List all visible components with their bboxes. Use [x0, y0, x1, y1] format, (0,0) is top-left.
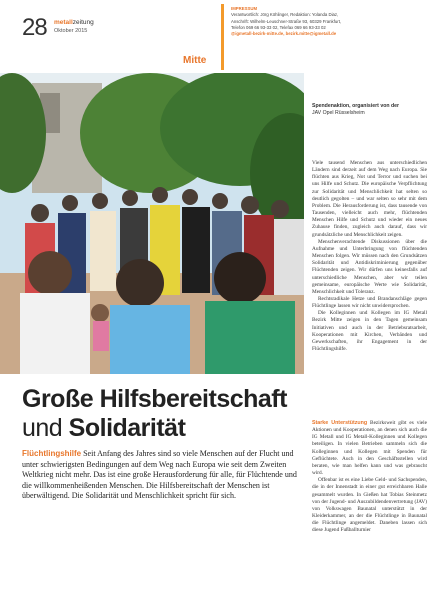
issue-date: Oktober 2015: [54, 28, 88, 34]
imprint: [231, 6, 431, 37]
intro-paragraph: [22, 449, 305, 502]
subheading: Starke Unterstützung: [312, 420, 368, 426]
section-divider: [221, 4, 224, 70]
page-number: 28: [22, 14, 47, 41]
imprint-email[interactable]: igmetall-bezirk-mitte.de, bezirk.mitte@igmetall.de: [235, 31, 337, 37]
photo-caption: [312, 103, 427, 117]
magazine-name-part1: metall: [54, 19, 73, 26]
headline-line2-plain: und: [22, 414, 69, 442]
crowd-photo: [0, 73, 304, 374]
imprint-line: Telefon 069 66 93-33 02, Telefax 069 66 93-33 02: [231, 24, 326, 30]
paragraph: Die Kolleginnen und Kollegen im IG Metall Bezirk Mitte zeigen in den Tagen gemeinsam Initiativen und auch in der Betriebsratsarbeit, Kooperationen mit Kirchen, Verbänden und Gewerkschaften, ihr Engagement in der Flüchtlingshilfe.: [312, 310, 427, 353]
paragraph: Offenbar ist es eine Liebe Geld- und Sachspenden, die in der Innenstadt in einer gut erreichbaren Halle gesammelt wurden. In Gießen hat Tobias Steinmetz von der Jugend- und Auszubildendenvertretung (JAV) von Volkswagen Baunatal unterstützt in der Kleiderkammer, an der die Flüchtlinge in Baunatal die Flüchtlinge angemeldet. Daneben lassen sich diese Jugend Fußballturnier: [312, 477, 427, 534]
headline-line1: Große Hilfsbereitschaft: [22, 385, 287, 413]
headline: [22, 385, 312, 443]
article-column-lower: [312, 420, 427, 535]
paragraph: Bezirksweit gibt es viele Aktionen und Kooperationen, an denen sich auch die IG Metall und IG Metall-Kolleginnen und Kollegen beteiligen. In vielen Betrieben sammeln sich die Kolleginnen und Kollegen mit Spenden für Geflüchtete. Auch in den Geschäftsstellen wird beraten, wie man helfen kann und was gebraucht wird.: [312, 420, 427, 477]
magazine-title: [54, 19, 94, 35]
magazine-name-part2: zeitung: [72, 19, 94, 26]
imprint-line: Verantwortlich: Jörg Köhlinger, Redaktion: Yolanda Diaz,: [231, 12, 339, 18]
imprint-line: Anschrift: Wilhelm-Leuschner-Straße 93, 60329 Frankfurt,: [231, 18, 342, 24]
intro-kicker: Flüchtlingshilfe: [22, 449, 82, 458]
headline-line2-bold: Solidarität: [68, 414, 186, 442]
caption-text: JAV Opel Rüsselsheim: [312, 110, 365, 116]
imprint-email-prefix: @: [231, 31, 236, 37]
paragraph: Rechtsradikale Hetze und Brandanschläge gegen Flüchtlinge lassen wir nicht unwidersprochen.: [312, 295, 427, 310]
imprint-title: IMPRESSUM: [231, 6, 258, 11]
paragraph: Menschenverachtende Diskussionen über die Aufnahme und Unterbringung von flüchtenden Menschen folgen. Wir müssen nach den Grundsätzen Solidarität und Antidiskriminierung gegenüber Flüchtenden zeigen. Wir dürfen uns keinesfalls auf unterschiedliche Menschen, aber wir teilen gemeinsame, europäische Werte wie Solidarität, Menschlichkeit und Toleranz.: [312, 238, 427, 295]
caption-bold: Spendenaktion, organisiert von der: [312, 103, 400, 109]
section-label: Mitte: [183, 55, 207, 66]
intro-text: Seit Anfang des Jahres sind so viele Menschen auf der Flucht und unter schwierigsten Bedingungen auf dem Weg nach Europa wie seit dem Zweiten Weltkrieg nicht mehr. Das ist eine große Herausforderung für alle, für Flüchtende und die willkommenheißenden Menschen. Die Hilfsbereitschaft der Menschen ist überwältigend. Die Solidarität und Menschlichkeit spricht für sich.: [22, 449, 297, 501]
paragraph: Viele tausend Menschen aus unterschiedlichen Ländern sind derzeit auf dem Weg nach Europa. Sie flüchten aus Krieg, Not und Terror und suchen bei uns Hilfe und Schutz. Die europäische Verpflichtung zur Solidarität und Menschlichkeit hat selten so deutlich gegolten – und war selten so sehr mit dem Problem. Die Herausforderung ist, dass tausende von Tausenden, vielleicht auch mehr, flüchtenden Menschen Hilfe und Schutz und wieder ein neues Zuhause finden, zugleich auch darauf, dass wir grundsätzliche und Menschlichkeit zeigen.: [312, 160, 427, 238]
article-column-upper: [312, 160, 427, 353]
